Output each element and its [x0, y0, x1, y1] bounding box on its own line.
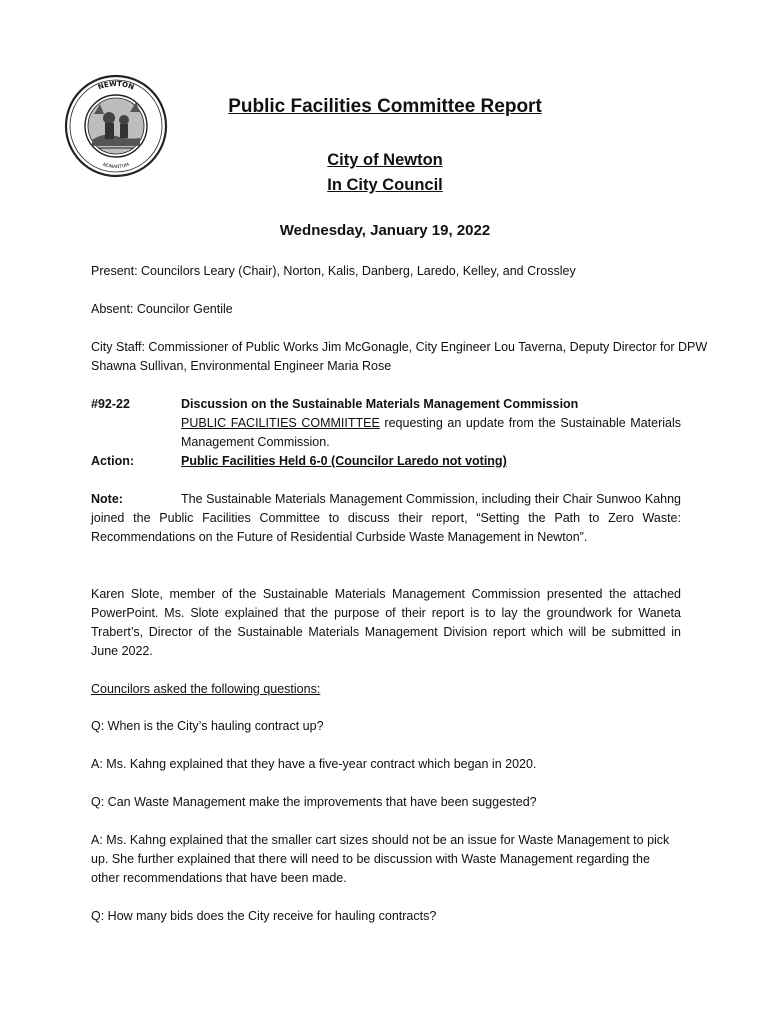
item-description [181, 414, 681, 452]
question-3: Q: How many bids does the City receive for hauling contracts? [91, 909, 437, 923]
svg-text:NEWTON: NEWTON [96, 79, 136, 92]
staff-line: City Staff: Commissioner of Public Works Jim McGonagle, City Engineer Lou Taverna, Deputy Director for DPW Shawna Sullivan, Environmental Engineer Maria Rose [91, 340, 708, 373]
action-result: Public Facilities Held 6-0 (Councilor Laredo not voting) [181, 454, 507, 468]
question-1: Q: When is the City’s hauling contract up? [91, 719, 324, 733]
council-name: In City Council [327, 176, 443, 194]
report-title: Public Facilities Committee Report [228, 96, 542, 117]
meeting-date: Wednesday, January 19, 2022 [279, 222, 491, 239]
item-heading: Discussion on the Sustainable Materials Management Commission [181, 397, 579, 411]
answer-1: A: Ms. Kahng explained that they have a five-year contract which began in 2020. [91, 757, 537, 771]
item-number: #92-22 [91, 397, 130, 411]
questions-heading: Councilors asked the following questions: [91, 682, 321, 696]
absent-line: Absent: Councilor Gentile [91, 302, 233, 316]
item-request: requesting an update from the Sustainable Materials Management Commission. [181, 416, 681, 449]
svg-text:NONANTUM: NONANTUM [102, 162, 130, 171]
presentation-paragraph: Karen Slote, member of the Sustainable Materials Management Commission presented the attached PowerPoint. Ms. Slote explained that the purpose of their report is to lay the groundwork for Waneta Trabert’s, Director of the Sustainable Materials Management Division report which will be submitted in June 2022. [91, 587, 681, 658]
answer-2: A: Ms. Kahng explained that the smaller cart sizes should not be an issue for Waste Management to pick up. She further explained that there will need to be discussion with Waste Management regarding the other recommendations that have been made. [91, 833, 670, 885]
note-paragraph [91, 490, 681, 547]
question-2: Q: Can Waste Management make the improvements that have been suggested? [91, 795, 537, 809]
committee-name: PUBLIC FACILITIES COMMIITTEE [181, 416, 380, 430]
note-text: The Sustainable Materials Management Commission, including their Chair Sunwoo Kahng joined the Public Facilities Committee to discuss their report, “Setting the Path to Zero Waste: Recommendations on the Future of Residential Curbside Waste Management in Newton”. [91, 492, 681, 544]
action-label: Action: [91, 454, 135, 468]
city-name: City of Newton [327, 151, 443, 169]
note-label: Note: [91, 492, 123, 506]
present-line: Present: Councilors Leary (Chair), Norton, Kalis, Danberg, Laredo, Kelley, and Crossley [91, 264, 576, 278]
